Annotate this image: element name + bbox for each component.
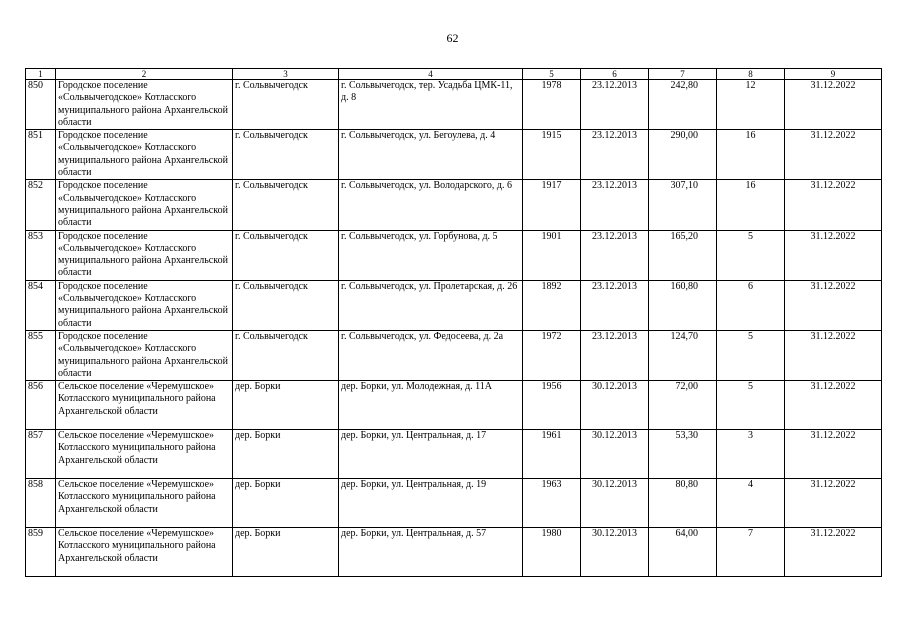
row-number: 858 [26, 479, 56, 528]
year-cell: 1980 [523, 528, 581, 577]
locality-cell: г. Сольвычегодск [233, 230, 339, 280]
date-cell: 23.12.2013 [581, 230, 649, 280]
address-cell: г. Сольвычегодск, тер. Усадьба ЦМК-11, д. 8 [339, 80, 523, 130]
row-number: 852 [26, 180, 56, 230]
column-header: 2 [56, 69, 233, 80]
row-number: 855 [26, 330, 56, 380]
settlement-cell: Городское поселение «Сольвычегодское» Котласского муниципального района Архангельской области [56, 180, 233, 230]
locality-cell: дер. Борки [233, 528, 339, 577]
date-cell: 30.12.2013 [581, 381, 649, 430]
row-number: 857 [26, 430, 56, 479]
settlement-cell: Городское поселение «Сольвычегодское» Котласского муниципального района Архангельской области [56, 130, 233, 180]
deadline-cell: 31.12.2022 [785, 381, 882, 430]
count-cell: 5 [717, 330, 785, 380]
area-cell: 290,00 [649, 130, 717, 180]
locality-cell: г. Сольвычегодск [233, 330, 339, 380]
year-cell: 1963 [523, 479, 581, 528]
area-cell: 64,00 [649, 528, 717, 577]
settlement-cell: Сельское поселение «Черемушское» Котласского муниципального района Архангельской области [56, 479, 233, 528]
year-cell: 1901 [523, 230, 581, 280]
address-cell: дер. Борки, ул. Молодежная, д. 11А [339, 381, 523, 430]
year-cell: 1956 [523, 381, 581, 430]
locality-cell: дер. Борки [233, 479, 339, 528]
row-number: 851 [26, 130, 56, 180]
settlement-cell: Сельское поселение «Черемушское» Котласского муниципального района Архангельской области [56, 528, 233, 577]
deadline-cell: 31.12.2022 [785, 528, 882, 577]
table-row [26, 230, 882, 280]
count-cell: 5 [717, 381, 785, 430]
table-row [26, 479, 882, 528]
settlement-cell: Сельское поселение «Черемушское» Котласского муниципального района Архангельской области [56, 381, 233, 430]
year-cell: 1972 [523, 330, 581, 380]
settlement-cell: Городское поселение «Сольвычегодское» Котласского муниципального района Архангельской области [56, 280, 233, 330]
count-cell: 16 [717, 180, 785, 230]
address-cell: г. Сольвычегодск, ул. Бегоулева, д. 4 [339, 130, 523, 180]
area-cell: 307,10 [649, 180, 717, 230]
column-header: 9 [785, 69, 882, 80]
locality-cell: дер. Борки [233, 430, 339, 479]
deadline-cell: 31.12.2022 [785, 230, 882, 280]
header-row [26, 69, 882, 80]
registry-table [25, 68, 882, 577]
date-cell: 23.12.2013 [581, 180, 649, 230]
locality-cell: г. Сольвычегодск [233, 80, 339, 130]
count-cell: 5 [717, 230, 785, 280]
count-cell: 4 [717, 479, 785, 528]
settlement-cell: Сельское поселение «Черемушское» Котласского муниципального района Архангельской области [56, 430, 233, 479]
address-cell: г. Сольвычегодск, ул. Федосеева, д. 2а [339, 330, 523, 380]
year-cell: 1917 [523, 180, 581, 230]
address-cell: г. Сольвычегодск, ул. Пролетарская, д. 26 [339, 280, 523, 330]
table-row [26, 80, 882, 130]
row-number: 856 [26, 381, 56, 430]
count-cell: 7 [717, 528, 785, 577]
settlement-cell: Городское поселение «Сольвычегодское» Котласского муниципального района Архангельской области [56, 80, 233, 130]
row-number: 853 [26, 230, 56, 280]
address-cell: г. Сольвычегодск, ул. Володарского, д. 6 [339, 180, 523, 230]
date-cell: 30.12.2013 [581, 528, 649, 577]
date-cell: 30.12.2013 [581, 479, 649, 528]
area-cell: 165,20 [649, 230, 717, 280]
locality-cell: г. Сольвычегодск [233, 280, 339, 330]
count-cell: 6 [717, 280, 785, 330]
area-cell: 160,80 [649, 280, 717, 330]
area-cell: 242,80 [649, 80, 717, 130]
table-row [26, 280, 882, 330]
locality-cell: дер. Борки [233, 381, 339, 430]
deadline-cell: 31.12.2022 [785, 330, 882, 380]
count-cell: 12 [717, 80, 785, 130]
settlement-cell: Городское поселение «Сольвычегодское» Котласского муниципального района Архангельской области [56, 230, 233, 280]
column-header: 4 [339, 69, 523, 80]
count-cell: 16 [717, 130, 785, 180]
year-cell: 1915 [523, 130, 581, 180]
locality-cell: г. Сольвычегодск [233, 130, 339, 180]
year-cell: 1978 [523, 80, 581, 130]
count-cell: 3 [717, 430, 785, 479]
date-cell: 23.12.2013 [581, 130, 649, 180]
table-row [26, 180, 882, 230]
table-row [26, 430, 882, 479]
table-row [26, 130, 882, 180]
settlement-cell: Городское поселение «Сольвычегодское» Котласского муниципального района Архангельской области [56, 330, 233, 380]
area-cell: 124,70 [649, 330, 717, 380]
date-cell: 23.12.2013 [581, 280, 649, 330]
column-header: 7 [649, 69, 717, 80]
deadline-cell: 31.12.2022 [785, 280, 882, 330]
deadline-cell: 31.12.2022 [785, 130, 882, 180]
table-row [26, 528, 882, 577]
row-number: 859 [26, 528, 56, 577]
address-cell: дер. Борки, ул. Центральная, д. 19 [339, 479, 523, 528]
area-cell: 72,00 [649, 381, 717, 430]
address-cell: г. Сольвычегодск, ул. Горбунова, д. 5 [339, 230, 523, 280]
deadline-cell: 31.12.2022 [785, 430, 882, 479]
area-cell: 53,30 [649, 430, 717, 479]
table-row [26, 381, 882, 430]
column-header: 6 [581, 69, 649, 80]
deadline-cell: 31.12.2022 [785, 180, 882, 230]
year-cell: 1892 [523, 280, 581, 330]
address-cell: дер. Борки, ул. Центральная, д. 17 [339, 430, 523, 479]
address-cell: дер. Борки, ул. Центральная, д. 57 [339, 528, 523, 577]
row-number: 854 [26, 280, 56, 330]
deadline-cell: 31.12.2022 [785, 479, 882, 528]
page-number: 62 [446, 31, 459, 45]
deadline-cell: 31.12.2022 [785, 80, 882, 130]
date-cell: 23.12.2013 [581, 80, 649, 130]
column-header: 1 [26, 69, 56, 80]
locality-cell: г. Сольвычегодск [233, 180, 339, 230]
date-cell: 23.12.2013 [581, 330, 649, 380]
year-cell: 1961 [523, 430, 581, 479]
date-cell: 30.12.2013 [581, 430, 649, 479]
column-header: 3 [233, 69, 339, 80]
column-header: 5 [523, 69, 581, 80]
area-cell: 80,80 [649, 479, 717, 528]
column-header: 8 [717, 69, 785, 80]
row-number: 850 [26, 80, 56, 130]
table-row [26, 330, 882, 380]
